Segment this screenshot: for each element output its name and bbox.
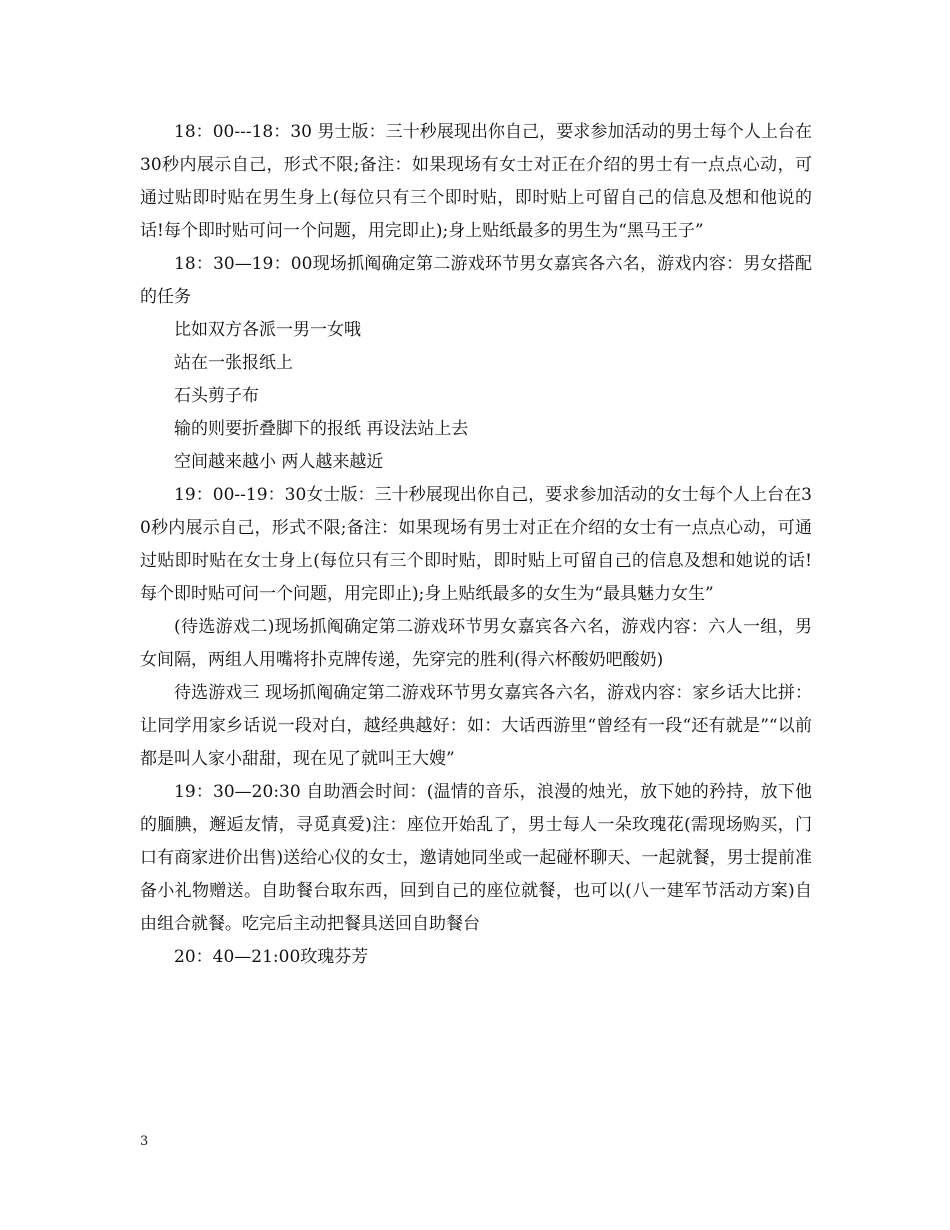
- paragraph-game-step-1: 比如双方各派一男一女哦: [174, 320, 361, 340]
- paragraph-buffet-party: 19：30—20:30 自助酒会时间：(温情的音乐，浪漫的烛光，放下她的矜持，放下他的腼腆，邂逅友情，寻觅真爱)注：座位开始乱了，男士每人一朵玫瑰花(需现场购买，门口有商家进价出售)送给心仪的女士，邀请她同坐或一起碰杯聊天、一起就餐，男士提前准备小礼物赠送。自助餐台取东西，回到自己的座位就餐，也可以(八一建军节活动方案)自由组合就餐。吃完后主动把餐具送回自助餐台: [140, 782, 812, 934]
- paragraph-optional-game-2: (待选游戏二)现场抓阄确定第二游戏环节男女嘉宾各六名，游戏内容：六人一组，男女间隔，两组人用嘴将扑克牌传递，先穿完的胜利(得六杯酸奶吧酸奶): [140, 617, 812, 670]
- paragraph-game-step-2: 站在一张报纸上: [174, 353, 293, 373]
- paragraph-game-step-4: 输的则要折叠脚下的报纸 再设法站上去: [174, 419, 469, 439]
- document-body: [140, 116, 812, 974]
- paragraph-women-intro: 19：00--19：30女士版：三十秒展现出你自己，要求参加活动的女士每个人上台在30秒内展示自己，形式不限;备注：如果现场有男士对正在介绍的女士有一点点心动，可通过贴即时贴在女士身上(每位只有三个即时贴，即时贴上可留自己的信息及想和她说的话!每个即时贴可问一个问题，用完即止);身上贴纸最多的女生为“最具魅力女生”: [140, 485, 812, 604]
- paragraph-game-step-3: 石头剪子布: [174, 386, 259, 406]
- paragraph-optional-game-3: 待选游戏三 现场抓阄确定第二游戏环节男女嘉宾各六名，游戏内容：家乡话大比拼：让同学用家乡话说一段对白，越经典越好：如：大话西游里“曾经有一段“还有就是”“以前都是叫人家小甜甜，现在见了就叫王大嫂”: [140, 683, 812, 769]
- paragraph-second-game: 18：30—19：00现场抓阄确定第二游戏环节男女嘉宾各六名，游戏内容：男女搭配的任务: [140, 254, 812, 307]
- paragraph-rose-fragrance: 20：40—21:00玫瑰芬芳: [174, 947, 369, 967]
- page-number: 3: [140, 1134, 149, 1149]
- paragraph-men-intro: 18：00---18：30 男士版：三十秒展现出你自己，要求参加活动的男士每个人上台在30秒内展示自己，形式不限;备注：如果现场有女士对正在介绍的男士有一点点心动，可通过贴即时贴在男生身上(每位只有三个即时贴，即时贴上可留自己的信息及想和他说的话!每个即时贴可问一个问题，用完即止);身上贴纸最多的男生为“黑马王子”: [140, 122, 812, 241]
- paragraph-game-step-5: 空间越来越小 两人越来越近: [174, 452, 384, 472]
